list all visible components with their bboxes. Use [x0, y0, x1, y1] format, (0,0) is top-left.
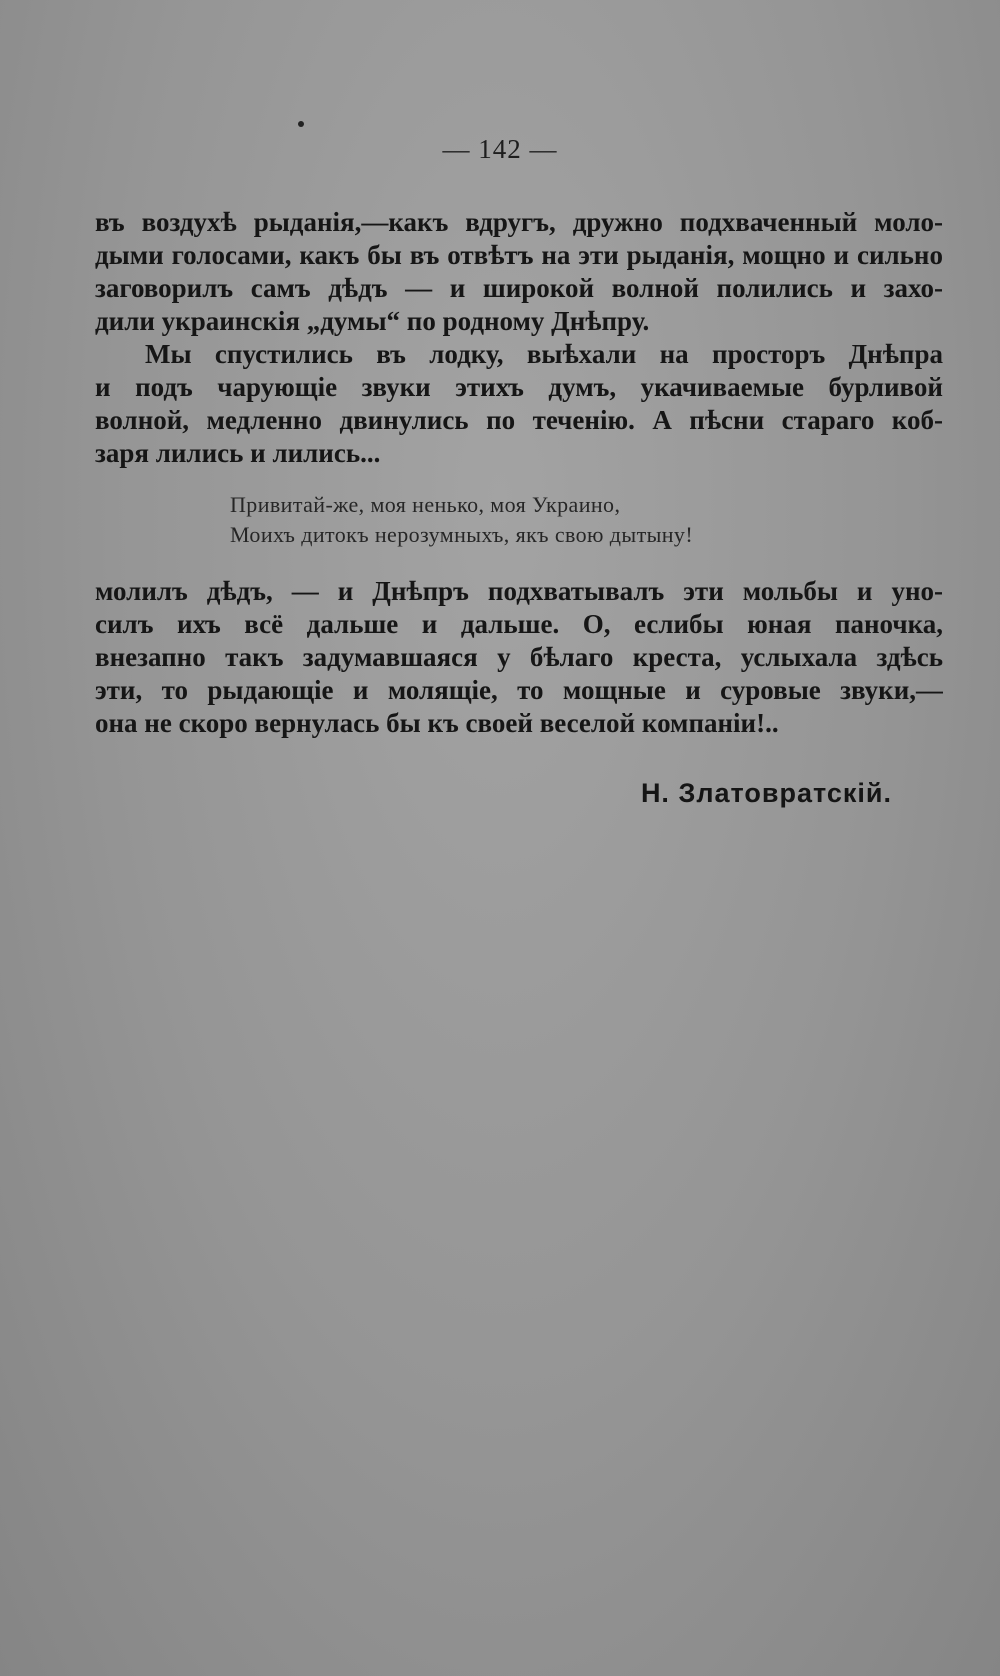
text-line: заря лились и лились... — [95, 438, 381, 468]
paragraph-3 — [95, 575, 943, 740]
text-line: силъ ихъ всё дальше и дальше. О, еслибы юная паночка, — [95, 609, 943, 639]
text-line: Мы спустились въ лодку, выѣхали на просторъ Днѣпра — [145, 339, 943, 369]
text-line: въ воздухѣ рыданія,—какъ вдругъ, дружно подхваченный моло- — [95, 207, 943, 237]
author-signature: Н. Златовратскій. — [640, 778, 892, 808]
verse-quote — [230, 490, 693, 550]
paragraph-1 — [95, 206, 943, 338]
text-line: она не скоро вернулась бы къ своей веселой компаніи!.. — [95, 708, 779, 738]
text-line: внезапно такъ задумавшаяся у бѣлаго креста, услыхала здѣсь — [95, 642, 943, 672]
text-line: и подъ чарующіе звуки этихъ думъ, укачиваемые бурливой — [95, 372, 943, 402]
paragraph-2 — [95, 338, 943, 470]
text-line: волной, медленно двинулись по теченію. А пѣсни стараго коб- — [95, 405, 943, 435]
verse-line: Привитай-же, моя ненько, моя Украино, — [230, 492, 621, 517]
text-line: дили украинскія „думы“ по родному Днѣпру. — [95, 306, 650, 336]
text-line: дыми голосами, какъ бы въ отвѣтъ на эти рыданія, мощно и сильно — [95, 240, 943, 270]
ink-speck — [298, 121, 304, 127]
text-line: эти, то рыдающіе и молящіе, то мощные и суровые звуки,— — [95, 675, 943, 705]
text-line: молилъ дѣдъ, — и Днѣпръ подхватывалъ эти мольбы и уно- — [95, 576, 943, 606]
verse-line: Моихъ дитокъ нерозумныхъ, якъ свою дытыну! — [230, 522, 694, 547]
text-line: заговорилъ самъ дѣдъ — и широкой волной полились и захо- — [95, 273, 943, 303]
page-number: — 142 — — [442, 134, 558, 164]
